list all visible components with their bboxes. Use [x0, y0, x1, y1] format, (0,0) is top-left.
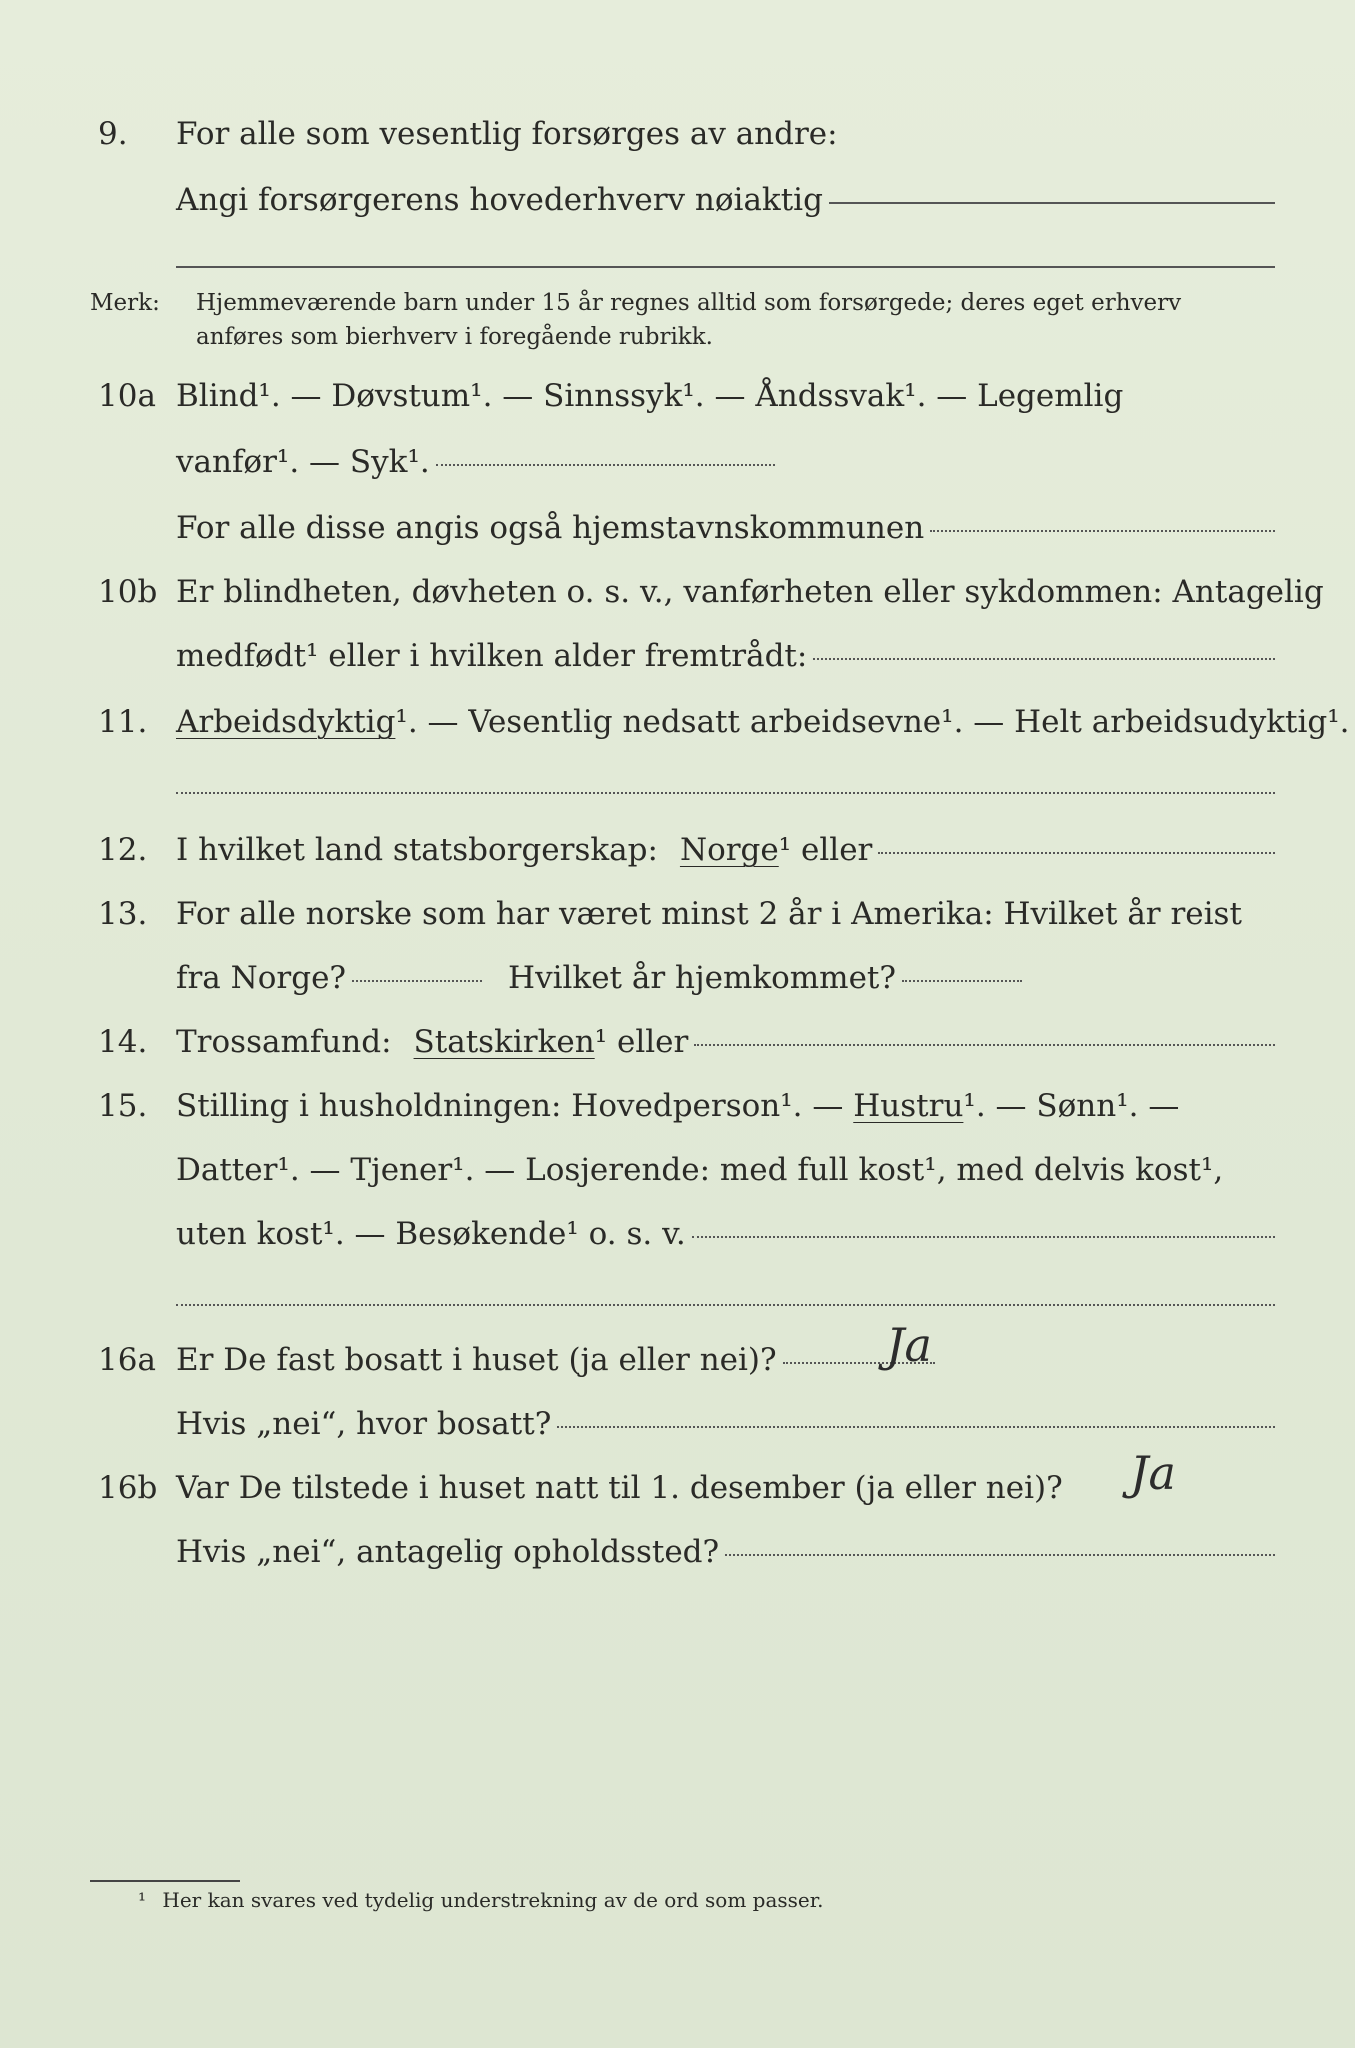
q12-norge[interactable]: Norge	[679, 832, 779, 868]
merk-text2: anføres som bierhverv i foregående rubrikk.	[196, 324, 713, 350]
q10b-answer-line[interactable]	[813, 658, 1275, 660]
q14-answer-line[interactable]	[694, 1044, 1275, 1046]
q15-text1b: ¹. — Sønn¹. —	[963, 1088, 1180, 1124]
q16b-number: 16b	[98, 1470, 158, 1506]
merk-text1: Hjemmeværende barn under 15 år regnes alltid som forsørgede; deres eget erhverv	[196, 290, 1182, 316]
q13-reist-label: fra Norge?	[176, 960, 347, 996]
q10a-syk-line[interactable]	[436, 464, 775, 466]
q9-answer-line[interactable]	[829, 202, 1275, 204]
q16b-opholdssted-line[interactable]	[725, 1554, 1275, 1556]
q12-eller: ¹ eller	[778, 832, 873, 868]
q13-text1: For alle norske som har været minst 2 år i Amerika: Hvilket år reist	[176, 896, 1242, 932]
q12-number: 12.	[98, 832, 148, 868]
q15-text3: uten kost¹. — Besøkende¹ o. s. v.	[176, 1216, 686, 1252]
merk-label: Merk:	[90, 290, 160, 316]
q14-number: 14.	[98, 1024, 148, 1060]
q11-rest: ¹. — Vesentlig nedsatt arbeidsevne¹. — Helt arbeidsudyktig¹.	[395, 704, 1350, 740]
q15-number: 15.	[98, 1088, 148, 1124]
q11-number: 11.	[98, 704, 148, 740]
q14-eller: ¹ eller	[594, 1024, 689, 1060]
q12-answer-line[interactable]	[878, 852, 1275, 854]
footnote	[138, 1888, 823, 1912]
q16b-text2: Hvis „nei“, antagelig opholdssted?	[176, 1534, 720, 1570]
q10b-number: 10b	[98, 574, 158, 610]
q16a-text1: Er De fast bosatt i huset (ja eller nei)?	[176, 1342, 777, 1378]
q10b-text2: medfødt¹ eller i hvilken alder fremtrådt:	[176, 638, 808, 674]
q13-hjemkommet-label: Hvilket år hjemkommet?	[508, 960, 897, 996]
q16b-text1: Var De tilstede i huset natt til 1. desember (ja eller nei)?	[176, 1470, 1063, 1506]
q15-answer-line[interactable]	[692, 1236, 1275, 1238]
q15-answer-line2[interactable]	[176, 1304, 1275, 1306]
q14-statskirken[interactable]: Statskirken	[413, 1024, 595, 1060]
footnote-rule	[90, 1880, 240, 1882]
q16a-bosatt-line[interactable]	[557, 1426, 1275, 1428]
q9-text2: Angi forsørgerens hovederhverv nøiaktig	[176, 182, 823, 218]
q16a-handwritten-answer: Ja	[886, 1318, 932, 1372]
q10a-hjemstavn-line[interactable]	[930, 530, 1275, 532]
q13-reist-line[interactable]	[352, 980, 482, 982]
q11-answer-line[interactable]	[176, 792, 1275, 794]
q16a-text2: Hvis „nei“, hvor bosatt?	[176, 1406, 552, 1442]
footnote-mark: ¹	[138, 1888, 147, 1912]
q10a-text2: vanfør¹. — Syk¹.	[176, 444, 430, 480]
q16b-handwritten-answer: Ja	[1130, 1446, 1176, 1500]
q9-answer-line2[interactable]	[176, 266, 1275, 268]
q10b-text1: Er blindheten, døvheten o. s. v., vanførheten eller sykdommen: Antagelig	[176, 574, 1324, 610]
q13-number: 13.	[98, 896, 148, 932]
q11-arbeidsdyktig[interactable]: Arbeidsdyktig	[176, 704, 396, 740]
q16a-number: 16a	[98, 1342, 156, 1378]
q13-hjemkommet-line[interactable]	[902, 980, 1022, 982]
q12-text: I hvilket land statsborgerskap:	[176, 832, 658, 868]
footnote-text: Her kan svares ved tydelig understrekning av de ord som passer.	[162, 1888, 824, 1912]
q9-number: 9.	[98, 116, 128, 152]
q10a-text1: Blind¹. — Døvstum¹. — Sinnssyk¹. — Åndssvak¹. — Legemlig	[176, 378, 1124, 414]
q15-hustru[interactable]: Hustru	[853, 1088, 964, 1124]
q9-text: For alle som vesentlig forsørges av andre:	[176, 116, 838, 152]
q10a-text3: For alle disse angis også hjemstavnskommunen	[176, 510, 925, 546]
q14-text: Trossamfund:	[176, 1024, 392, 1060]
q10a-number: 10a	[98, 378, 156, 414]
q15-text1a: Stilling i husholdningen: Hovedperson¹. —	[176, 1088, 844, 1124]
q15-text2: Datter¹. — Tjener¹. — Losjerende: med full kost¹, med delvis kost¹,	[176, 1152, 1224, 1188]
